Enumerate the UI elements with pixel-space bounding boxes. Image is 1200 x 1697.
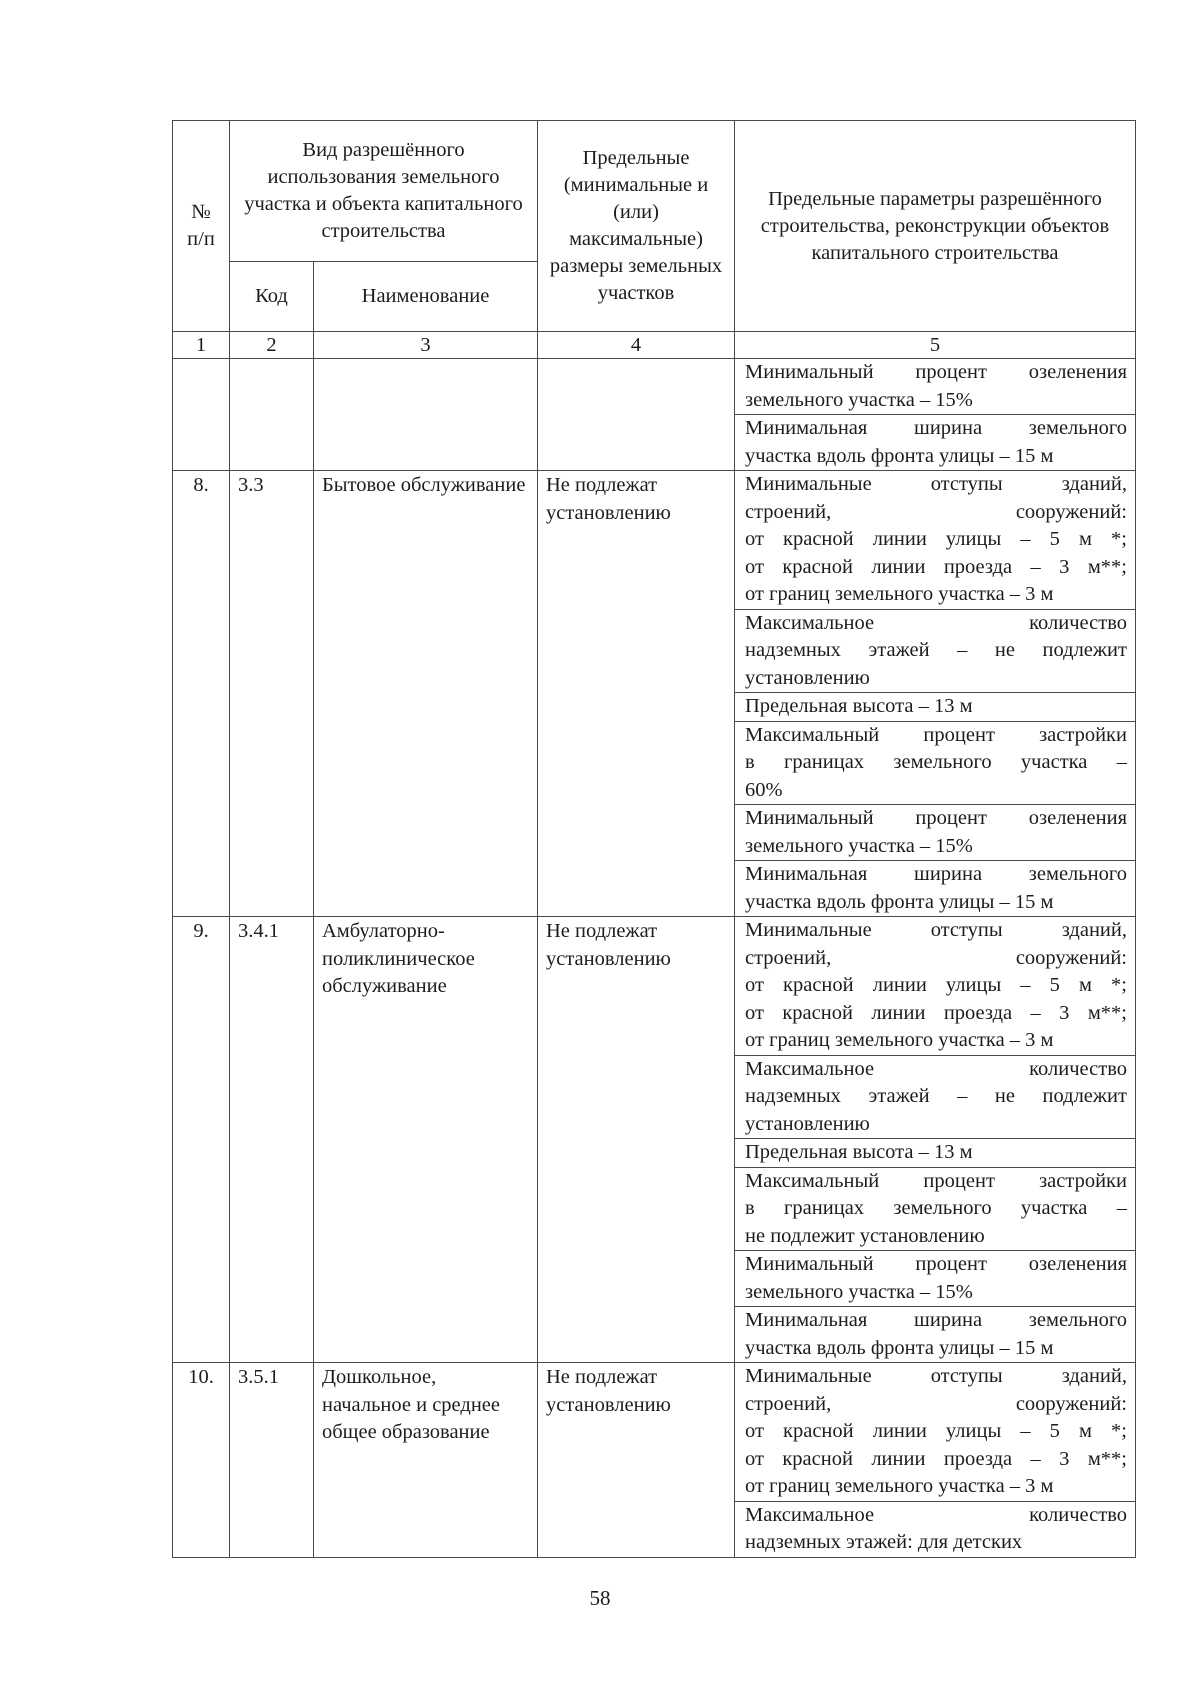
param-line: надземных этажей – не подлежит [745, 639, 1127, 661]
param-line: в границах земельного участка – [745, 1197, 1127, 1219]
column-number-row [173, 332, 1136, 359]
param-line: Минимальная ширина земельного [745, 863, 1127, 885]
param-block [735, 471, 1135, 609]
param-line: от красной линии улицы – 5 м *; [745, 974, 1127, 996]
page-number: 58 [589, 1586, 611, 1610]
param-block [735, 1167, 1135, 1251]
param-block [735, 1139, 1135, 1168]
header-use-type: Вид разрешённого использования земельного участка и объекта капитального строительства [230, 121, 538, 262]
param-block [735, 415, 1135, 471]
param-block [735, 359, 1135, 415]
header-code: Код [230, 262, 314, 332]
param-block [735, 1251, 1135, 1307]
param-block [735, 1055, 1135, 1139]
land-use-table [172, 120, 1136, 1558]
row-params [735, 1363, 1136, 1558]
param-line: 60% [745, 778, 783, 801]
header-plot-size: Предельные (минимальные и (или) максимальные) размеры земельных участков [538, 121, 735, 332]
param-line: в границах земельного участка – [745, 751, 1127, 773]
row-params [735, 917, 1136, 1363]
row-params [735, 359, 1136, 471]
param-line: от красной линии проезда – 3 м**; [745, 1447, 1127, 1470]
param-line: Минимальный процент озеленения [745, 361, 1127, 383]
param-line: участка вдоль фронта улицы – 15 м [745, 444, 1054, 467]
param-line: от красной линии улицы – 5 м *; [745, 1420, 1127, 1442]
param-line: Максимальный процент застройки [745, 723, 1127, 746]
param-line: Предельная высота – 13 м [745, 1141, 973, 1163]
table-row [173, 471, 1136, 917]
row-plot-size: Не подлежат установлению [538, 471, 735, 917]
row-name: Амбулаторно-поликлиническое обслуживание [314, 917, 538, 1363]
row-plot-size: Не подлежат установлению [538, 917, 735, 1363]
column-number: 1 [173, 332, 230, 359]
column-number: 3 [314, 332, 538, 359]
row-name: Бытовое обслуживание [314, 471, 538, 917]
row-params [735, 471, 1136, 917]
row-code: 3.4.1 [230, 917, 314, 1363]
column-number: 2 [230, 332, 314, 359]
param-line: установлению [745, 666, 870, 689]
row-code: 3.5.1 [230, 1363, 314, 1558]
param-line: участка вдоль фронта улицы – 15 м [745, 1336, 1054, 1359]
row-number: 9. [173, 917, 230, 1363]
param-line: от красной линии проезда – 3 м**; [745, 1001, 1127, 1024]
param-line: строений, сооружений: [745, 1392, 1127, 1415]
column-number: 4 [538, 332, 735, 359]
param-line: от границ земельного участка – 3 м [745, 583, 1054, 605]
param-line: Минимальная ширина земельного [745, 1309, 1127, 1331]
table-row [173, 917, 1136, 1363]
param-line: Максимальное количество [745, 1057, 1127, 1080]
param-line: Максимальный процент застройки [745, 1169, 1127, 1192]
param-line: Минимальные отступы зданий, [745, 919, 1127, 941]
row-plot-size: Не подлежат установлению [538, 1363, 735, 1558]
param-block [735, 693, 1135, 722]
param-line: от границ земельного участка – 3 м [745, 1475, 1054, 1497]
param-line: надземных этажей: для детских [745, 1531, 1023, 1553]
param-line: строений, сооружений: [745, 946, 1127, 969]
param-line: Минимальная ширина земельного [745, 417, 1127, 439]
row-code [230, 359, 314, 471]
header-name: Наименование [314, 262, 538, 332]
param-line: от красной линии проезда – 3 м**; [745, 555, 1127, 578]
param-line: от красной линии улицы – 5 м *; [745, 528, 1127, 550]
param-line: строений, сооружений: [745, 500, 1127, 523]
param-line: от границ земельного участка – 3 м [745, 1029, 1054, 1051]
param-line: Предельная высота – 13 м [745, 695, 973, 717]
param-line: земельного участка – 15% [745, 834, 973, 857]
param-line: Максимальное количество [745, 611, 1127, 634]
row-code: 3.3 [230, 471, 314, 917]
param-block [735, 805, 1135, 861]
param-block [735, 609, 1135, 693]
row-number: 8. [173, 471, 230, 917]
param-line: надземных этажей – не подлежит [745, 1085, 1127, 1107]
row-number [173, 359, 230, 471]
param-line: Минимальные отступы зданий, [745, 1365, 1127, 1387]
column-number: 5 [735, 332, 1136, 359]
param-block [735, 1307, 1135, 1363]
param-line: Минимальные отступы зданий, [745, 473, 1127, 495]
header-construction-params: Предельные параметры разрешённого строительства, реконструкции объектов капитального строительства [735, 121, 1136, 332]
param-block [735, 861, 1135, 917]
param-line: Максимальное количество [745, 1503, 1127, 1526]
param-line: установлению [745, 1112, 870, 1135]
param-block [735, 721, 1135, 805]
param-line: не подлежит установлению [745, 1224, 985, 1247]
table-row [173, 359, 1136, 471]
param-block [735, 1501, 1135, 1557]
header-number: № п/п [173, 121, 230, 332]
param-line: участка вдоль фронта улицы – 15 м [745, 890, 1054, 913]
row-name [314, 359, 538, 471]
param-block [735, 917, 1135, 1055]
param-block [735, 1363, 1135, 1501]
row-plot-size [538, 359, 735, 471]
param-line: земельного участка – 15% [745, 388, 973, 411]
row-number: 10. [173, 1363, 230, 1558]
param-line: земельного участка – 15% [745, 1280, 973, 1303]
table-row [173, 1363, 1136, 1558]
param-line: Минимальный процент озеленения [745, 1253, 1127, 1275]
param-line: Минимальный процент озеленения [745, 807, 1127, 829]
row-name: Дошкольное, начальное и среднее общее образование [314, 1363, 538, 1558]
